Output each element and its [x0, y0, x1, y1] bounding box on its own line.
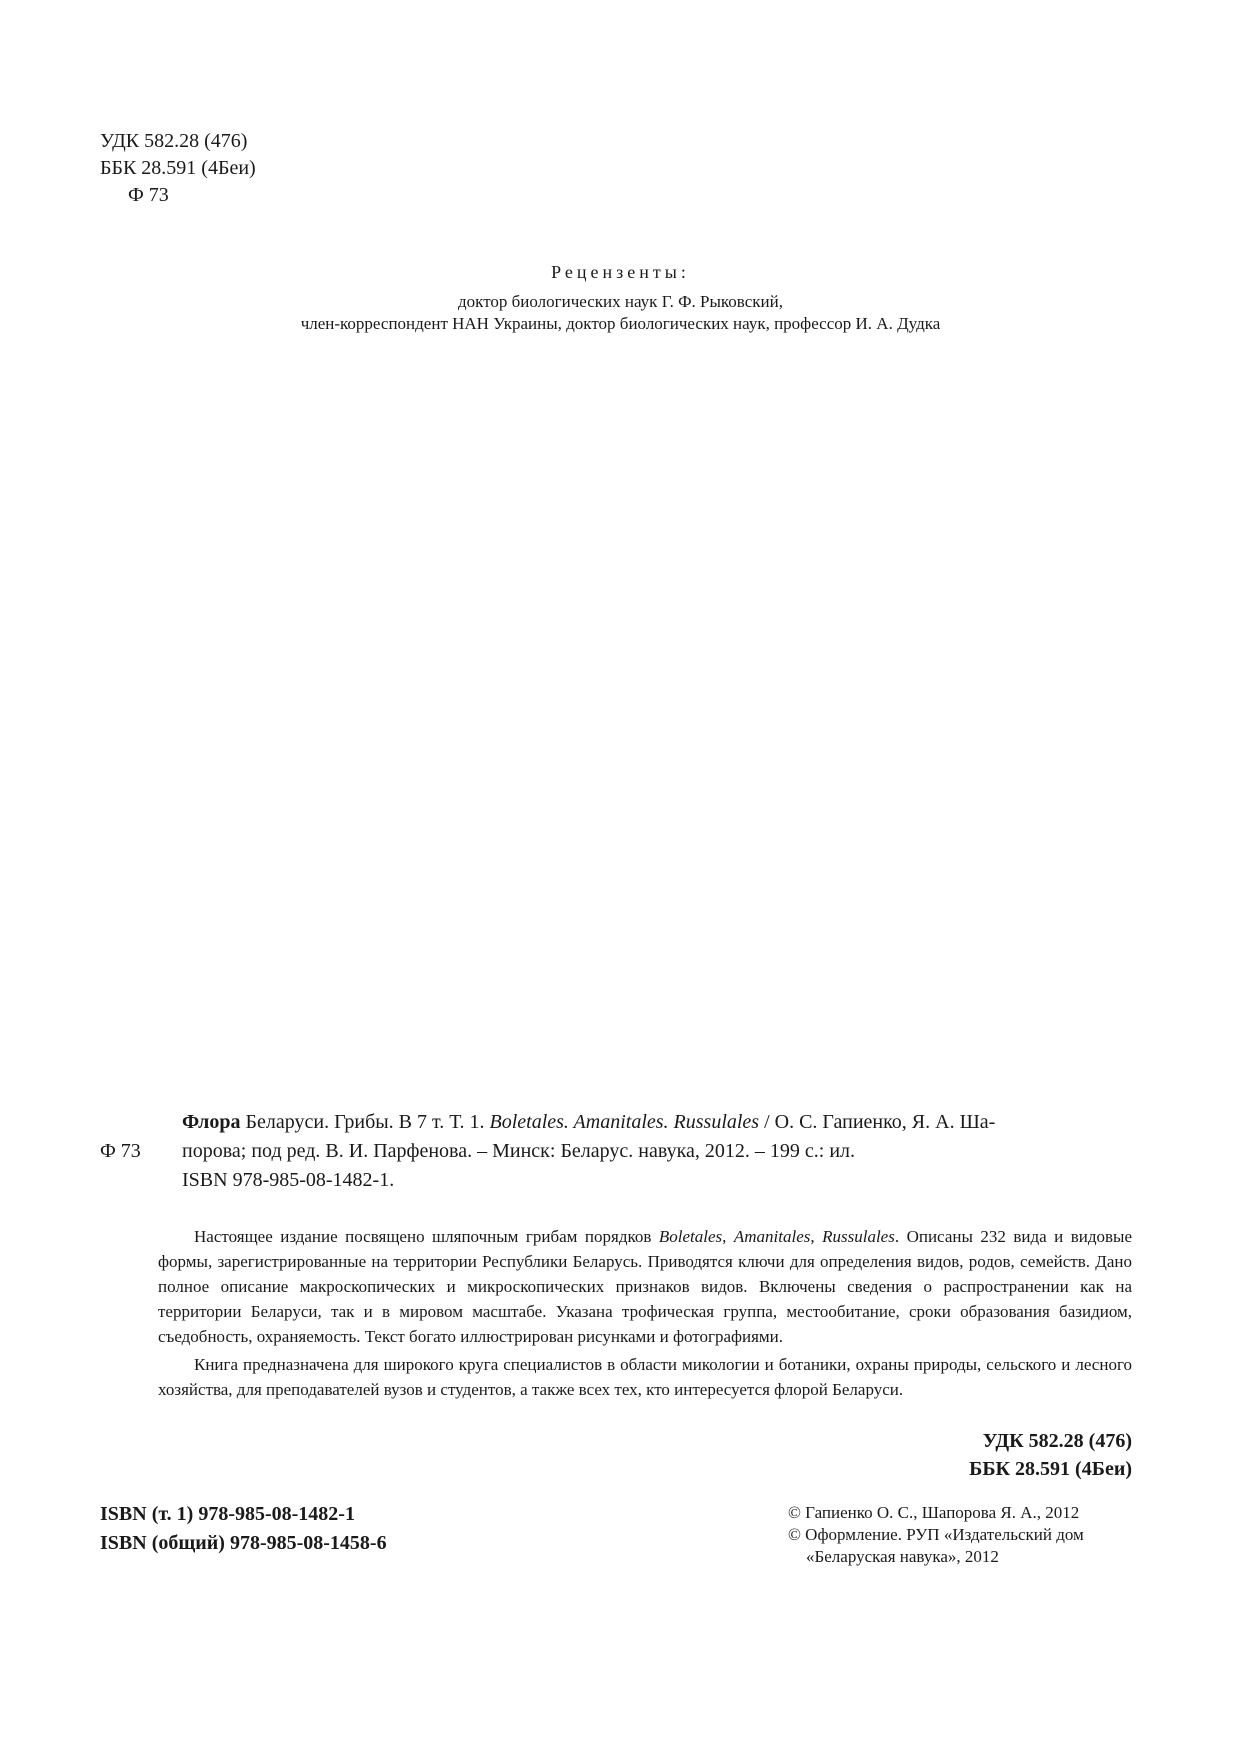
header-bbk: ББК 28.591 (4Беи) [100, 157, 256, 179]
reviewers-block [0, 262, 1241, 335]
annotation-taxon-1: Boletales [658, 1227, 723, 1246]
annotation-p1-rest: . Описаны 232 вида и видовые формы, зарегистрированные на территории Республики Беларусь. Приводятся ключи для определения видов, родов, семейств. Дано полное описание макроскопических и микроскопических признаков видов. Включены сведения о распространении как на территории Беларуси, так и в мировом масштабе. Указана трофическая группа, местообитание, сроки образования базидиом, съедобность, охраняемость. Текст богато иллюстрирован рисунками и фотографиями. [158, 1227, 1132, 1346]
catalog-entry-title-rest: Беларуси. Грибы. В 7 т. Т. 1. [240, 1111, 490, 1133]
copyright-publisher: «Беларуская навука», 2012 [806, 1547, 999, 1566]
reviewers-title: Рецензенты: [551, 262, 690, 282]
isbn-general: ISBN (общий) 978-985-08-1458-6 [100, 1532, 387, 1554]
catalog-entry-line-1 [182, 1108, 1132, 1137]
header-udk: УДК 582.28 (476) [100, 130, 248, 152]
annotation-taxon-3: Russulales [822, 1227, 895, 1246]
catalog-entry-title: Флора [182, 1111, 241, 1133]
copyright-design: © Оформление. РУП «Издательский дом [788, 1525, 1084, 1544]
annotation-sep-1: , [722, 1227, 734, 1246]
catalog-entry-mark: Ф 73 [100, 1140, 141, 1162]
catalog-entry-taxa: Boletales. Amanitales. Russulales [489, 1111, 760, 1133]
reviewer-2: член-корреспондент НАН Украины, доктор биологических наук, профессор И. А. Дудка [300, 314, 941, 333]
isbn-block [100, 1500, 387, 1558]
annotation-paragraph-2: Книга предназначена для широкого круга специалистов в области микологии и ботаники, охраны природы, сельского и лесного хозяйства, для преподавателей вузов и студентов, а также всех тех, кто интересуется флорой Беларуси. [158, 1355, 1132, 1399]
header-author-mark: Ф 73 [128, 184, 169, 206]
annotation-p1-text: Настоящее издание посвящено шляпочным грибам порядков [194, 1227, 659, 1246]
catalog-entry-authors: / О. С. Гапиенко, Я. А. Ша- [759, 1111, 996, 1133]
isbn-volume: ISBN (т. 1) 978-985-08-1482-1 [100, 1503, 355, 1525]
catalog-entry-line-2: порова; под ред. В. И. Парфенова. – Минск: Беларус. навука, 2012. – 199 с.: ил. [182, 1140, 856, 1162]
catalog-entry [182, 1108, 1132, 1195]
classification-bbk: ББК 28.591 (4Беи) [969, 1458, 1132, 1480]
copyright-block [788, 1502, 1084, 1568]
annotation-taxon-2: Amanitales [733, 1227, 811, 1246]
reviewer-1: доктор биологических наук Г. Ф. Рыковский, [458, 292, 783, 311]
annotation [158, 1224, 1132, 1402]
annotation-paragraph-1 [158, 1224, 1132, 1349]
annotation-sep-2: , [810, 1227, 823, 1246]
catalog-entry-isbn: ISBN 978-985-08-1482-1. [182, 1169, 395, 1191]
classification-block [969, 1427, 1132, 1483]
copyright-authors: © Гапиенко О. С., Шапорова Я. А., 2012 [788, 1503, 1080, 1522]
header-classification [100, 128, 256, 209]
classification-udk: УДК 582.28 (476) [982, 1430, 1132, 1452]
